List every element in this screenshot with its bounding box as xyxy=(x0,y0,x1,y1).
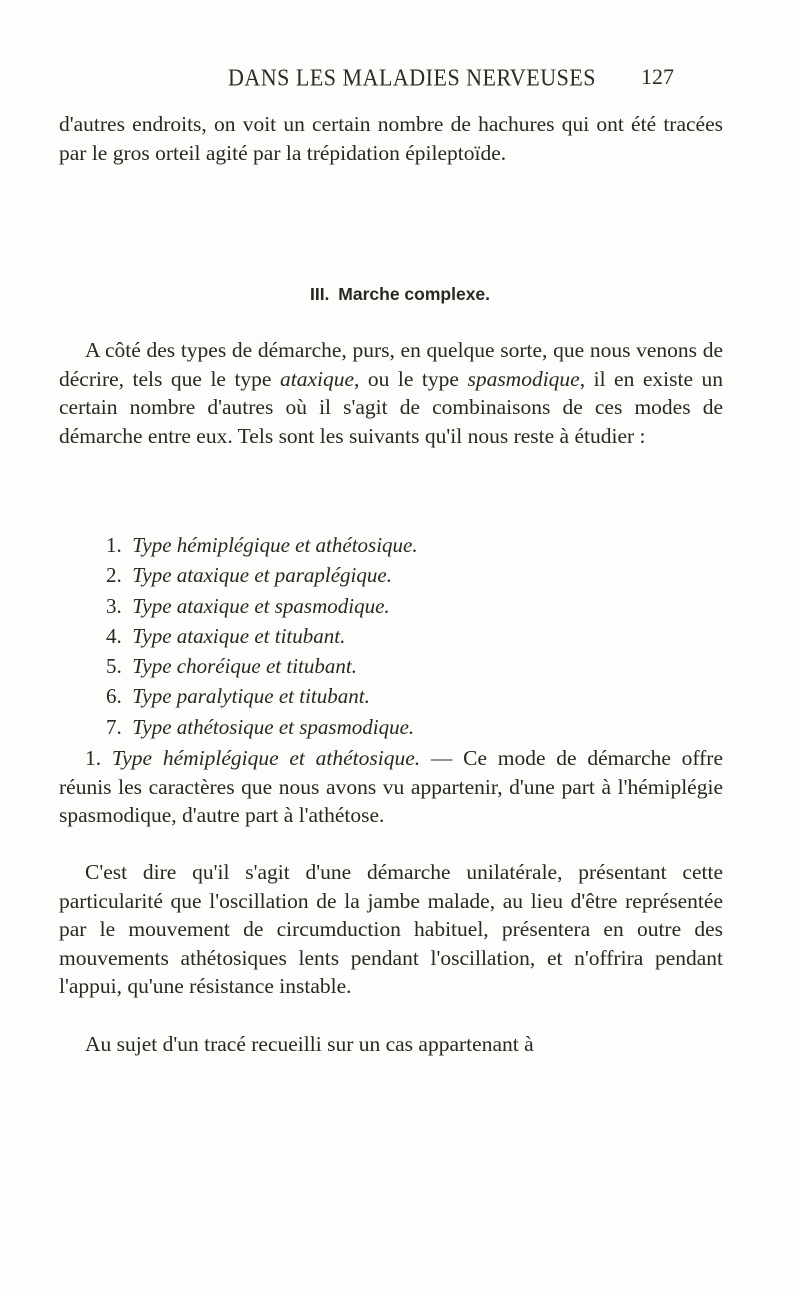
italic-term: spasmodique xyxy=(467,366,580,391)
text-run: , ou le type xyxy=(354,366,468,391)
list-item-number: 5. xyxy=(106,654,122,679)
list-item xyxy=(106,560,418,590)
list-item-text: Type athétosique et spasmodique. xyxy=(132,714,415,739)
paragraph-continuation: d'autres endroits, on voit un certain nombre de hachures qui ont été tracées par le gros orteil agité par la trépidation épileptoïde. xyxy=(59,112,723,165)
italic-term: ataxique xyxy=(279,366,355,391)
text-run: A côté des types de démarche, purs, en quelque sorte, que nous venons de décrire, tels que le type xyxy=(59,338,723,391)
list-item xyxy=(106,712,418,742)
list-item xyxy=(106,651,418,681)
page-header xyxy=(0,64,800,94)
section-number: III. xyxy=(309,284,330,304)
list-item-text: Type ataxique et paraplégique. xyxy=(132,563,392,588)
list-item-number: 6. xyxy=(106,684,122,709)
list-item xyxy=(106,530,418,560)
section-title: Marche complexe. xyxy=(338,284,491,304)
list-item-text: Type hémiplégique et athétosique. xyxy=(132,533,418,557)
list-item-text: Type ataxique et titubant. xyxy=(132,623,346,648)
paragraph-type-1 xyxy=(59,744,723,830)
paragraph-intro xyxy=(59,336,723,450)
list-item xyxy=(106,591,418,621)
section-heading xyxy=(0,284,800,305)
running-title: DANS LES MALADIES NERVEUSES xyxy=(228,64,597,91)
list-item xyxy=(106,681,418,711)
list-item-number: 4. xyxy=(106,623,122,648)
list-item-text: Type paralytique et titubant. xyxy=(132,684,370,709)
subsection-title: Type hémiplégique et athétosique. xyxy=(111,746,421,770)
paragraph-explanation: C'est dire qu'il s'agit d'une démarche unilatérale, présentant cette particularité que l'oscillation de la jambe malade, au lieu d'être représentée par le mouvement de circumduction habituel, présentera en outre des mouvements athétosiques lents pendant l'oscillation, et n'offrira pendant l'appui, qu'une résistance instable. xyxy=(59,860,723,999)
text-run: , il en existe un certain nombre d'autres où il s'agit de combinaisons de ces modes de démarche entre eux. Tels sont les suivants qu'il nous reste à étudier : xyxy=(59,366,723,448)
list-item-text: Type ataxique et spasmodique. xyxy=(132,593,390,618)
gait-type-list xyxy=(106,530,418,742)
list-item-number: 2. xyxy=(106,563,122,588)
subsection-number: 1. xyxy=(85,746,102,770)
list-item-number: 3. xyxy=(106,593,122,618)
list-item-number: 7. xyxy=(106,714,122,739)
page-number: 127 xyxy=(641,64,674,89)
text-run: — Ce mode de démarche offre réunis les caractères que nous avons vu appartenir, d'une part à l'hémiplégie spasmodique, d'autre part à l'athétose. xyxy=(59,746,723,828)
list-item xyxy=(106,621,418,651)
paragraph-last: Au sujet d'un tracé recueilli sur un cas appartenant à xyxy=(85,1032,534,1056)
list-item-text: Type choréique et titubant. xyxy=(132,654,357,679)
list-item-number: 1. xyxy=(106,533,122,557)
